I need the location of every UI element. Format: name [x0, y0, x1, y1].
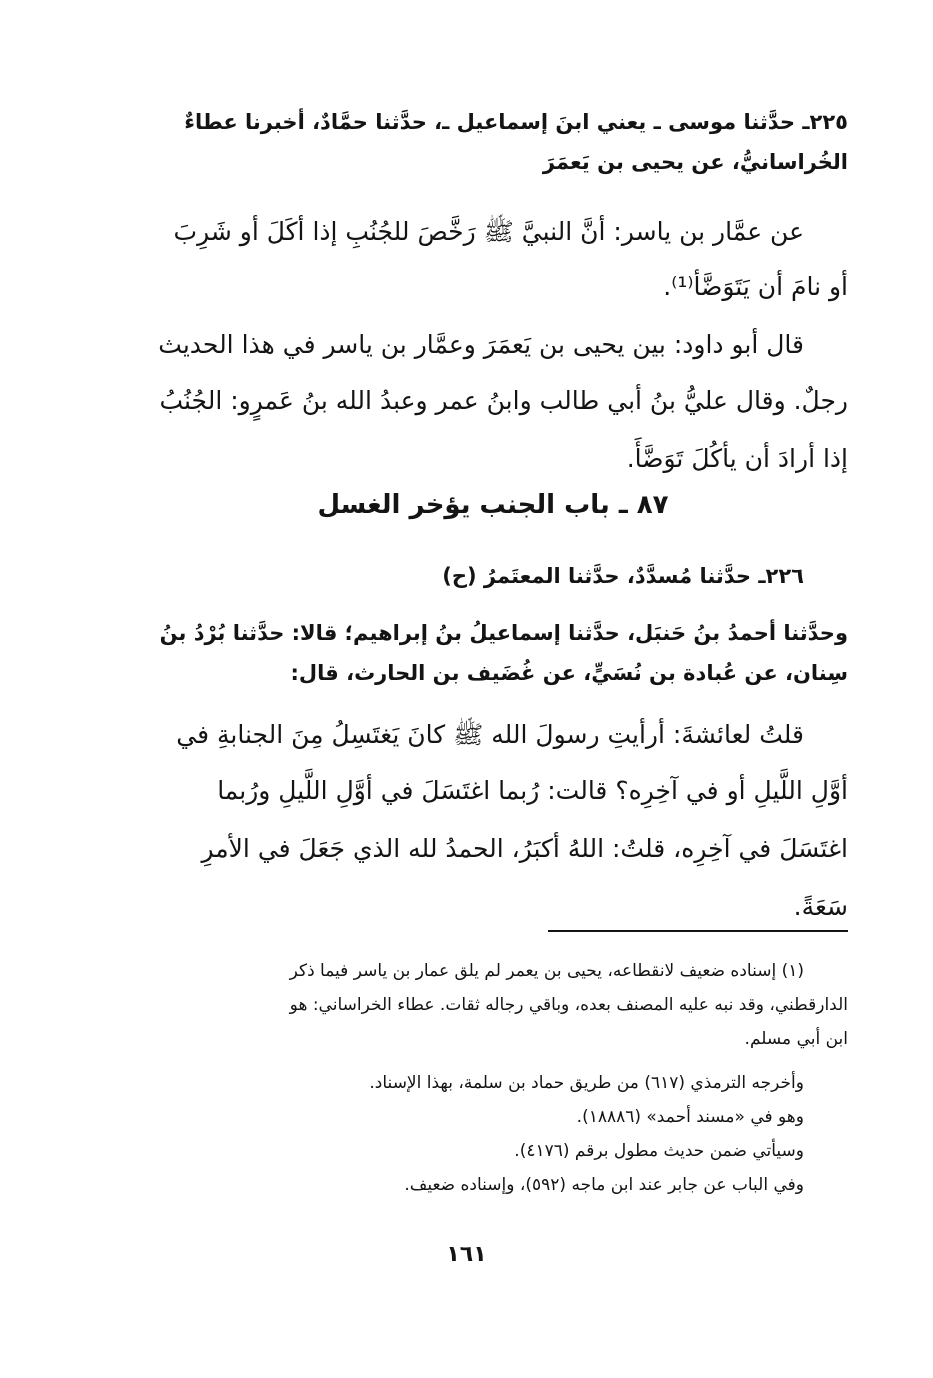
- isnad-line: وحدَّثنا أحمدُ بنُ حَنبَل، حدَّثنا إسماعيلُ بنُ إبراهيم؛ قالا: حدَّثنا بُرْدُ بنُ: [159, 621, 848, 645]
- abu-dawud-note-continued: [138, 372, 848, 488]
- footnote-1: [138, 954, 804, 988]
- footnote-line: وسيأتي ضمن حديث مطول برقم (٤١٧٦).: [514, 1141, 804, 1161]
- hadith-226-matn-continued: [138, 762, 848, 936]
- footnote-line: (١) إسناده ضعيف لانقطاعه، يحيى بن يعمر لم يلق عمار بن ياسر فيما ذكر: [289, 961, 804, 981]
- matn-line: عن عمَّار بن ياسر: أنَّ النبيَّ ﷺ رَخَّصَ للجُنُبِ إذا أكَلَ أو شَرِبَ: [173, 217, 804, 246]
- page-number: ١٦١: [446, 1242, 487, 1267]
- footnote-line: ابن أبي مسلم.: [744, 1029, 848, 1049]
- footnote-separator: [548, 930, 848, 932]
- matn-line: أو نامَ أن يَتَوَضَّأ⁽¹⁾.: [663, 272, 848, 301]
- isnad-line: ٢٢٦ـ حدَّثنا مُسدَّدٌ، حدَّثنا المعتَمرُ (ح): [442, 564, 804, 588]
- matn-line: قلتُ لعائشةَ: أرأيتِ رسولَ الله ﷺ كانَ يَغتَسِلُ مِنَ الجنابةِ في: [176, 720, 804, 749]
- footnote-line: وهو في «مسند أحمد» (١٨٨٨٦).: [576, 1107, 804, 1127]
- footnote-references: [138, 1066, 804, 1202]
- note-line: قال أبو داود: بين يحيى بن يَعمَرَ وعمَّار بن ياسر في هذا الحديث: [158, 330, 804, 359]
- matn-line: سَعَةً.: [793, 892, 848, 921]
- hadith-225-isnad: [138, 102, 848, 182]
- note-line: إذا أرادَ أن يأكُلَ تَوَضَّأَ.: [626, 444, 848, 473]
- isnad-line: ٢٢٥ـ حدَّثنا موسى ـ يعني ابنَ إسماعيل ـ، حدَّثنا حمَّادٌ، أخبرنا عطاءٌ: [184, 110, 848, 134]
- isnad-line: الخُراسانيُّ، عن يحيى بن يَعمَرَ: [542, 150, 848, 174]
- hadith-225-matn: [138, 203, 804, 261]
- footnote-line: الدارقطني، وقد نبه عليه المصنف بعده، وباقي رجاله ثقات. عطاء الخراساني: هو: [289, 995, 848, 1015]
- hadith-225-matn-continued: [138, 258, 848, 316]
- footnote-line: وأخرجه الترمذي (٦١٧) من طريق حماد بن سلمة، بهذا الإسناد.: [369, 1073, 804, 1093]
- note-line: رجلٌ. وقال عليُّ بنُ أبي طالب وابنُ عمر وعبدُ الله بنُ عَمرٍو: الجُنُبُ: [159, 386, 848, 415]
- matn-line: أوَّلِ اللَّيلِ أو في آخِرِه؟ قالت: رُبما اغتَسَلَ في أوَّلِ اللَّيلِ ورُبما: [217, 776, 848, 805]
- hadith-226-isnad-first: [138, 556, 804, 596]
- isnad-line: سِنان، عن عُبادة بن نُسَيٍّ، عن غُضَيف بن الحارث، قال:: [290, 661, 848, 685]
- matn-line: اغتَسَلَ في آخِرِه، قلتُ: اللهُ أكبَرُ، الحمدُ لله الذي جَعَلَ في الأمرِ: [201, 834, 848, 863]
- chapter-heading: ٨٧ ـ باب الجنب يؤخر الغسل: [317, 490, 669, 520]
- footnote-line: وفي الباب عن جابر عند ابن ماجه (٥٩٢)، وإسناده ضعيف.: [404, 1175, 804, 1195]
- hadith-226-isnad: [138, 613, 848, 693]
- hadith-226-matn: [138, 706, 804, 764]
- footnote-1-continued: [138, 988, 848, 1056]
- abu-dawud-note: [138, 316, 804, 374]
